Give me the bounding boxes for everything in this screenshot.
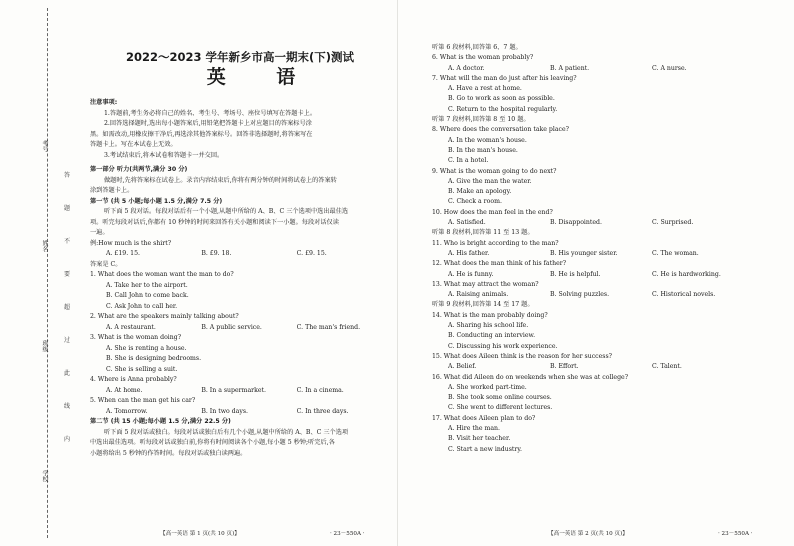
question-text: 1. What does the woman want the man to do? [90, 271, 234, 278]
intro-line: 中选出最佳选项。听每段对话或独白前,你将有时间阅读各个小题,每小题 5 秒钟;听完后,各 [90, 439, 335, 446]
question-text: 15. What does Aileen think is the reason for her success? [432, 352, 612, 360]
binding-warning-char: 内 [64, 436, 71, 443]
notice-list [90, 109, 392, 162]
option-row [90, 323, 392, 334]
section2-title: 第二节 (共 15 小题;每小题 1.5 分,满分 22.5 分) [90, 418, 231, 425]
answer-option: C. The woman. [652, 249, 699, 257]
question-text: 6. What is the woman probably? [432, 54, 534, 62]
answer-option: A. Tomorrow. [106, 407, 148, 415]
material-heading: 听第 6 段材料,回答第 6、7 题。 [432, 44, 522, 51]
example-option: C. £9. 15. [296, 250, 327, 257]
answer-option: B. She is designing bedrooms. [106, 355, 202, 362]
answer-option: A. She is renting a house. [106, 344, 187, 352]
example-option: A. £19. 15. [106, 250, 140, 257]
name-label: 姓名 [41, 240, 48, 252]
question-text: 5. When can the man get his car? [90, 397, 196, 404]
answer-option: A. A restaurant. [106, 323, 156, 331]
binding-warning-char: 过 [64, 337, 71, 344]
answer-option: B. Visit her teacher. [448, 435, 511, 443]
school-label: 学校 [41, 470, 48, 482]
question-text: 8. Where does the conversation take place? [432, 126, 569, 134]
option-row [432, 218, 788, 228]
page2-content [432, 43, 788, 455]
answer-option: B. Make an apology. [448, 188, 512, 196]
page1-content [90, 94, 392, 459]
notice-line: 2.回答选择题时,选出每小题答案后,用铅笔把答题卡上对应题目的答案标号涂 [104, 120, 312, 127]
option-row [432, 270, 788, 280]
binding-warning-char: 此 [64, 370, 71, 377]
answer-option: C. In a hotel. [448, 157, 489, 165]
answer-option: C. Historical novels. [652, 291, 716, 299]
page2-footer: 【高一英语 第 2 页(共 10 页)】 [548, 531, 628, 537]
answer-option: C. In a cinema. [296, 386, 344, 394]
binding-warning-char: 不 [64, 238, 71, 245]
question-text: 17. What does Aileen plan to do? [432, 414, 536, 422]
answer-option: B. Solving puzzles. [550, 291, 610, 299]
section1-title: 第一节 (共 5 小题;每小题 1.5 分,满分 7.5 分) [90, 197, 223, 205]
question-text: 7. What will the man do just after his leaving? [432, 74, 577, 82]
option-row [432, 249, 788, 259]
material-heading: 听第 7 段材料,回答第 8 至 10 题。 [432, 116, 530, 124]
option-row [90, 386, 392, 397]
answer-option: A. Sharing his school life. [448, 322, 529, 330]
example-answer: 答案是 C。 [90, 260, 122, 268]
notice-line: 1.答题前,考生务必将自己的姓名、考生号、考场号、座位号填写在答题卡上。 [104, 109, 317, 117]
question-text: 11. Who is bright according to the man? [432, 239, 559, 247]
binding-warning-char: 答 [64, 172, 71, 179]
answer-option: A. Hire the man. [448, 424, 500, 432]
answer-option: C. She is selling a suit. [106, 365, 178, 373]
option-row [90, 407, 392, 418]
answer-option: C. The man's friend. [296, 323, 361, 331]
answer-option: C. Surprised. [652, 219, 694, 227]
answer-option: A. His father. [448, 249, 490, 257]
answer-option: A. Take her to the airport. [106, 281, 188, 289]
example-option: B. £9. 18. [201, 250, 232, 257]
answer-option: C. A nurse. [652, 64, 687, 72]
answer-option: C. He is hardworking. [652, 270, 721, 278]
option-row [432, 290, 788, 300]
answer-option: A. At home. [106, 386, 143, 394]
notice-line: 3.考试结束后,将本试卷和答题卡一并交回。 [104, 151, 224, 159]
answer-option: A. Give the man the water. [448, 177, 532, 185]
intro-line: 小题将给出 5 秒钟的作答时间。每段对话或独白读两遍。 [90, 449, 247, 457]
page1-code: · 23－550A · [330, 531, 365, 537]
answer-option: C. Talent. [652, 363, 682, 371]
answer-option: B. Effort. [550, 363, 579, 371]
answer-option: B. A public service. [201, 323, 262, 331]
binding-warning-char: 要 [64, 271, 71, 278]
cut-line [47, 8, 48, 538]
answer-option: B. In two days. [201, 407, 248, 415]
binding-warning-char: 超 [64, 304, 71, 311]
answer-option: A. In the woman's house. [448, 136, 527, 144]
answer-option: C. Discussing his work experience. [448, 342, 558, 350]
question-text: 9. What is the woman going to do next? [432, 167, 557, 175]
example-question: 例:How much is the shirt? [90, 239, 172, 247]
answer-option: A. A doctor. [448, 64, 485, 72]
intro-line: 项。听完每段对话后,你都有 10 秒钟的时间来回答有关小题和阅读下一小题。每段对话仅读 [90, 218, 339, 226]
binding-warning-char: 线 [64, 403, 71, 410]
answer-option: A. Satisfied. [448, 219, 486, 227]
intro-line: 听下面 5 段对话。每段对话后有一个小题,从题中所给的 A、B、C 三个选项中选出最佳选 [104, 208, 349, 215]
notice-line: 答题卡上。写在本试卷上无效。 [90, 141, 177, 148]
question-text: 13. What may attract the woman? [432, 280, 539, 288]
answer-option: A. Have a rest at home. [448, 85, 522, 93]
intro-line: 涂到答题卡上。 [90, 187, 134, 194]
part1-intro [90, 176, 392, 197]
material-heading: 听第 8 段材料,回答第 11 至 13 题。 [432, 229, 534, 237]
answer-option: B. Conducting an interview. [448, 332, 536, 340]
intro-line: 听下面 5 段对话或独白。每段对话或独白后有几个小题,从题中所给的 A、B、C 三个选项 [104, 428, 349, 436]
intro-line: 做题时,先将答案标在试卷上。录音内容结束后,你将有两分钟的时间将试卷上的答案转 [104, 176, 337, 184]
binding-warning-char: 题 [64, 205, 71, 212]
answer-option: C. Return to the hospital regularly. [448, 105, 558, 113]
answer-option: C. Start a new industry. [448, 445, 523, 453]
answer-option: C. In three days. [296, 407, 349, 415]
section2-intro [90, 428, 392, 460]
questions-section1 [90, 270, 392, 417]
section1-intro [90, 207, 392, 239]
example-options [90, 249, 392, 260]
page1-footer: 【高一英语 第 1 页(共 10 页)】 [160, 531, 240, 537]
question-text: 2. What are the speakers mainly talking about? [90, 313, 239, 320]
answer-option: B. A patient. [550, 64, 590, 72]
answer-option: C. Ask John to call her. [106, 302, 178, 310]
subject-title: 英 语 [206, 66, 318, 88]
answer-option: B. In a supermarket. [201, 386, 266, 394]
answer-option: A. He is funny. [448, 270, 494, 278]
answer-option: B. She took some online courses. [448, 394, 552, 402]
binding-margin [0, 0, 58, 546]
exam-title: 2022～2023 学年新乡市高一期末(下)测试 [125, 50, 355, 64]
binding-warning [64, 170, 72, 467]
question-text: 16. What did Aileen do on weekends when she was at college? [432, 373, 629, 381]
answer-option: C. She went to different lectures. [448, 404, 553, 412]
intro-line: 一遍。 [90, 229, 109, 236]
option-row [432, 362, 788, 372]
notice-line: 黑。如需改动,用橡皮擦干净后,再选涂其他答案标号。回答非选择题时,将答案写在 [90, 130, 313, 138]
option-row [432, 64, 788, 74]
answer-option: A. She worked part-time. [448, 383, 527, 391]
answer-option: B. He is helpful. [550, 270, 601, 278]
part1-title: 第一部分 听力(共两节,满分 30 分) [90, 166, 188, 173]
exam-page-2 [397, 0, 794, 546]
answer-option: B. Go to work as soon as possible. [448, 95, 555, 103]
material-heading: 听第 9 段材料,回答第 14 至 17 题。 [432, 301, 534, 309]
question-text: 3. What is the woman doing? [90, 334, 182, 341]
question-text: 10. How does the man feel in the end? [432, 208, 553, 216]
answer-option: B. His younger sister. [550, 249, 618, 257]
question-text: 14. What is the man probably doing? [432, 311, 548, 319]
answer-option: A. Raising animals. [448, 291, 509, 299]
answer-option: C. Check a room. [448, 198, 502, 206]
page2-code: · 23－550A · [718, 531, 753, 537]
question-text: 12. What does the man think of his father? [432, 260, 567, 268]
notice-title: 注意事项: [90, 99, 118, 106]
answer-option: B. In the man's house. [448, 146, 518, 154]
answer-option: A. Belief. [448, 363, 477, 371]
answer-option: B. Disappointed. [550, 219, 602, 227]
question-text: 4. Where is Anna probably? [90, 376, 177, 383]
class-label: 班级 [41, 340, 48, 352]
exam-number-label: 考号 [41, 140, 48, 152]
answer-option: B. Call John to come back. [106, 292, 189, 299]
